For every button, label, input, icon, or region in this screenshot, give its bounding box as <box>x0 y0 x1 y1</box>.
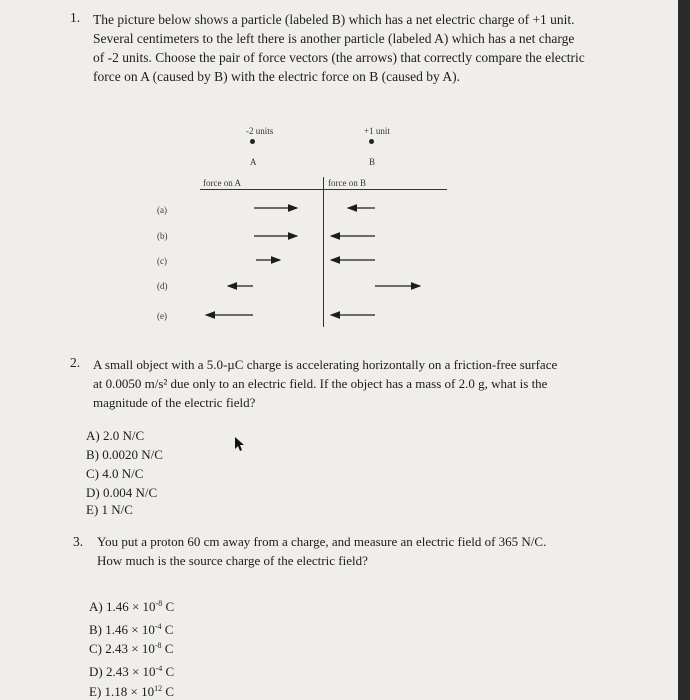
charge-b-label: +1 unit <box>364 126 390 136</box>
q2-line-3: magnitude of the electric field? <box>93 395 256 410</box>
row-label-e: (e) <box>157 311 167 321</box>
q3-number: 3. <box>73 534 84 549</box>
q3-line-2: How much is the source charge of the electric field? <box>97 553 368 568</box>
q3-option-d[interactable]: D) $2.43 \times 10^{-4}$ C <box>89 664 175 679</box>
q3-option-b[interactable]: B) $1.46 \times 10^{-4}$ C <box>89 622 174 637</box>
q2-option-a[interactable]: A) 2.0 N/C <box>86 428 145 443</box>
charge-a-label: -2 units <box>246 126 274 136</box>
q1-line-4: force on A (caused by B) with the electric force on B (caused by A). <box>93 69 460 84</box>
q3-option-e[interactable]: E) $1.18 \times 10^{12}$ C <box>89 684 175 699</box>
q2-option-b[interactable]: B) 0.0020 N/C <box>86 447 163 462</box>
q3-option-a[interactable]: A) $1.46 \times 10^{-8}$ C <box>89 599 175 614</box>
particle-a-letter: A <box>250 157 257 167</box>
row-label-b: (b) <box>157 231 168 241</box>
force-arrows <box>0 0 678 340</box>
q2-line-2: at 0.0050 m/s² due only to an electric field. If the object has a mass of 2.0 g, what is the <box>93 376 548 391</box>
photo-dark-edge <box>678 0 690 700</box>
particle-b-letter: B <box>369 157 376 167</box>
q2-line-1: A small object with a 5.0-µC charge is accelerating horizontally on a friction-free surface <box>93 357 558 372</box>
col-header-force-on-b: force on B <box>328 178 366 188</box>
row-label-a: (a) <box>157 205 167 215</box>
q2-option-e[interactable]: E) 1 N/C <box>86 502 133 517</box>
mouse-cursor-icon <box>234 436 244 452</box>
q2-option-d[interactable]: D) 0.004 N/C <box>86 485 158 500</box>
q2-number: 2. <box>70 355 81 370</box>
q3-line-1: You put a proton 60 cm away from a charge, and measure an electric field of 365 N/C. <box>97 534 547 549</box>
q1-line-1: The picture below shows a particle (labeled B) which has a net electric charge of +1 unit. <box>93 12 575 27</box>
row-label-c: (c) <box>157 256 167 266</box>
q2-option-c[interactable]: C) 4.0 N/C <box>86 466 144 481</box>
q1-line-2: Several centimeters to the left there is another particle (labeled A) which has a net charge <box>93 31 575 46</box>
q1-number: 1. <box>70 10 81 25</box>
q1-line-3: of -2 units. Choose the pair of force vectors (the arrows) that correctly compare the electric <box>93 50 585 65</box>
col-header-force-on-a: force on A <box>203 178 241 188</box>
row-label-d: (d) <box>157 281 168 291</box>
q3-option-c[interactable]: C) $2.43 \times 10^{-8}$ C <box>89 641 174 656</box>
